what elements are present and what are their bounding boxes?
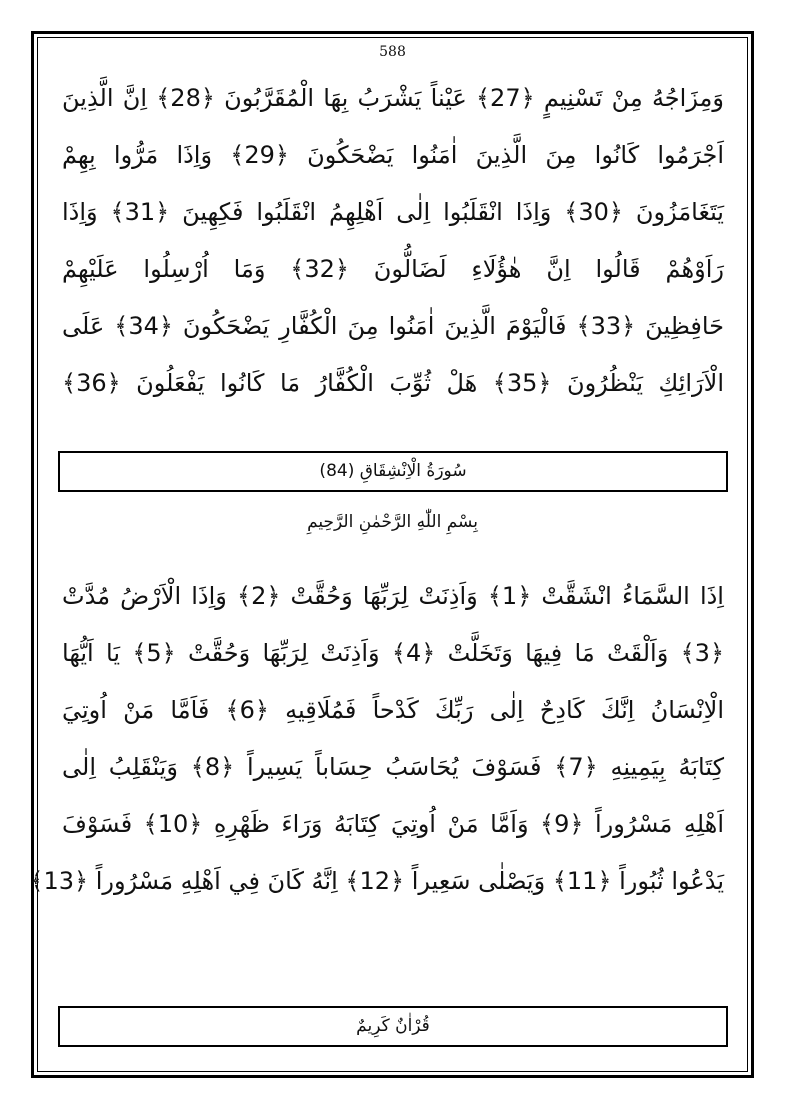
verse-line: الْاِنْسَانُ اِنَّكَ كَادِحٌ اِلٰى رَبِّكَ كَدْحاً فَمُلَاقِيهِ ﴿6﴾ فَاَمَّا مَنْ اُوتِيَ <box>62 696 724 724</box>
verse-line: كِتَابَهُ بِيَمِينِهِ ﴿7﴾ فَسَوْفَ يُحَاسَبُ حِسَاباً يَسِيراً ﴿8﴾ وَيَنْقَلِبُ اِلٰى <box>62 753 725 781</box>
verse-line: وَمِزَاجُهُ مِنْ تَسْنِيمٍ ﴿27﴾ عَيْناً يَشْرَبُ بِهَا الْمُقَرَّبُونَ ﴿28﴾ اِنَّ الَّذِينَ <box>62 84 725 112</box>
footer-box <box>58 1006 728 1047</box>
footer-text: قُرْاٰنٌ كَرِيمٌ <box>356 1016 430 1036</box>
verses-block-bottom <box>29 568 725 910</box>
surah-title: سُورَةُ الْاِنْشِقَاقِ (84) <box>319 461 467 481</box>
page-number: 588 <box>379 44 406 60</box>
verse-line: الْاَرَائِكِ يَنْظُرُونَ ﴿35﴾ هَلْ ثُوِّبَ الْكُفَّارُ مَا كَانُوا يَفْعَلُونَ ﴿36﴾ <box>62 369 725 397</box>
verse-line: ﴿3﴾ وَاَلْقَتْ مَا فِيهَا وَتَخَلَّتْ ﴿4﴾ وَاَذِنَتْ لِرَبِّهَا وَحُقَّتْ ﴿5﴾ يَا اَيُّهَا <box>62 639 724 667</box>
verses-block-top <box>62 70 724 412</box>
verse-line: يَتَغَامَزُونَ ﴿30﴾ وَاِذَا انْقَلَبُوا اِلٰى اَهْلِهِمُ انْقَلَبُوا فَكِهِينَ ﴿31﴾ وَاِذَا <box>62 198 724 226</box>
verse-line: رَاَوْهُمْ قَالُوا اِنَّ هٰؤُلَاءِ لَضَالُّونَ ﴿32﴾ وَمَا اُرْسِلُوا عَلَيْهِمْ <box>62 255 724 283</box>
verse-line: حَافِظِينَ ﴿33﴾ فَالْيَوْمَ الَّذِينَ اٰمَنُوا مِنَ الْكُفَّارِ يَضْحَكُونَ ﴿34﴾ عَلَى <box>62 312 724 340</box>
surah-title-box <box>58 451 728 492</box>
verse-line: اَهْلِهِ مَسْرُوراً ﴿9﴾ وَاَمَّا مَنْ اُوتِيَ كِتَابَهُ وَرَاءَ ظَهْرِهِ ﴿10﴾ فَسَوْفَ <box>62 810 724 838</box>
basmala: بِسْمِ اللّٰهِ الرَّحْمٰنِ الرَّحِيمِ <box>307 512 478 532</box>
verse-line: اَجْرَمُوا كَانُوا مِنَ الَّذِينَ اٰمَنُوا يَضْحَكُونَ ﴿29﴾ وَاِذَا مَرُّوا بِهِمْ <box>62 141 724 169</box>
verse-line: اِذَا السَّمَاءُ انْشَقَّتْ ﴿1﴾ وَاَذِنَتْ لِرَبِّهَا وَحُقَّتْ ﴿2﴾ وَاِذَا الْاَرْضُ مُدَّتْ <box>62 582 724 610</box>
verse-line: يَدْعُوا ثُبُوراً ﴿11﴾ وَيَصْلٰى سَعِيراً ﴿12﴾ اِنَّهُ كَانَ فِي اَهْلِهِ مَسْرُوراً ﴿13﴾ <box>29 867 724 895</box>
